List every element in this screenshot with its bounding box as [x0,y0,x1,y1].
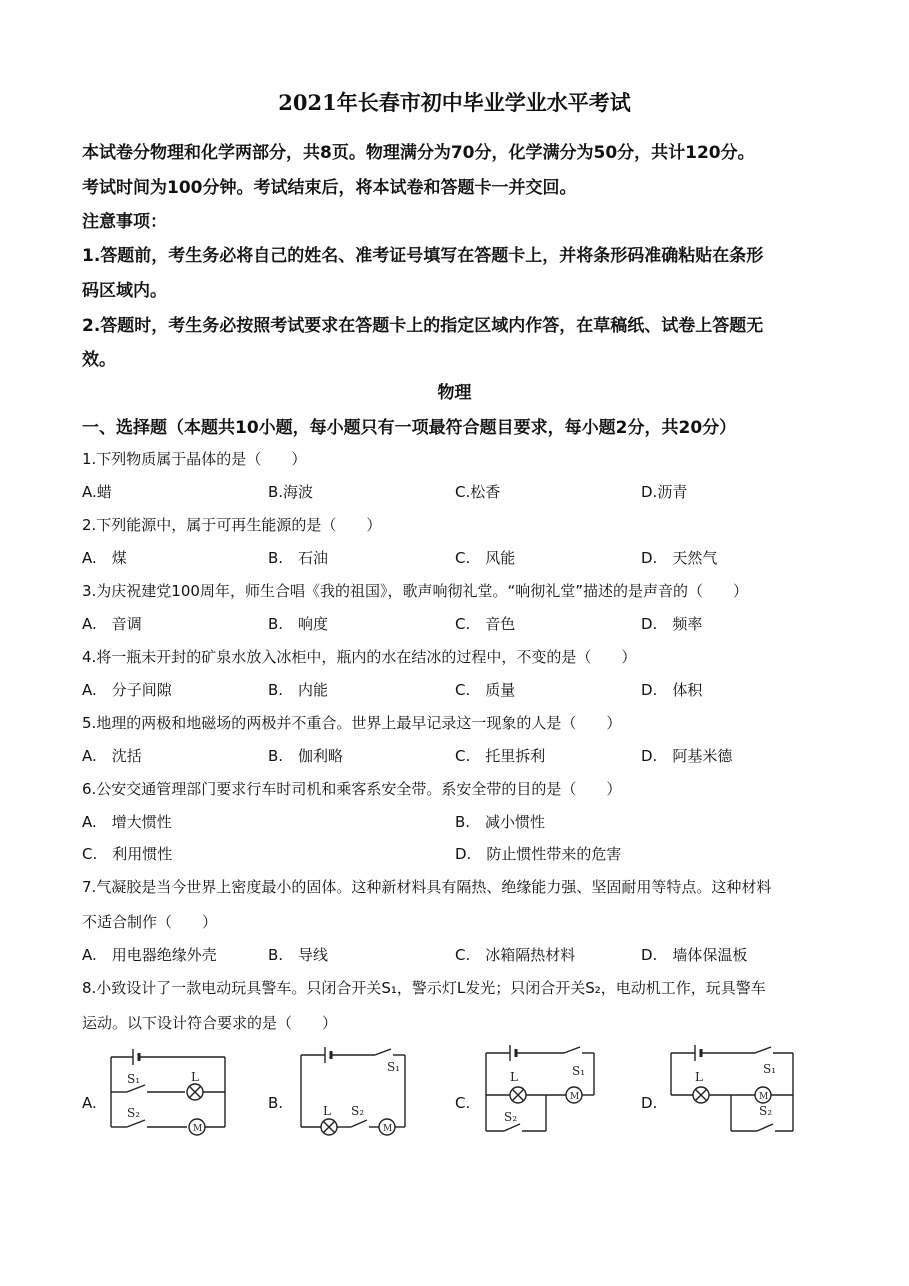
intro-line-1: 本试卷分物理和化学两部分，共8页。物理满分为70分，化学满分为50分，共计120分。 [82,143,755,163]
q5-option-d: D. 阿基米德 [641,747,733,765]
notice-heading: 注意事项： [82,212,167,232]
q2-option-c: C. 风能 [455,549,516,567]
section-heading: 一、选择题（本题共10小题，每小题只有一项最符合题目要求，每小题2分，共20分） [82,418,737,438]
q3-option-d: D. 频率 [641,615,703,633]
q7-option-d: D. 墙体保温板 [641,946,748,964]
q4-option-d: D. 体积 [641,681,703,699]
question-7-stem-line-b: 不适合制作（ ） [82,913,218,931]
question-7-stem-line-a: 7.气凝胶是当今世界上密度最小的固体。这种新材料具有隔热、绝缘能力强、坚固耐用等特点。这种材料 [82,878,772,896]
q4-option-a: A. 分子间隙 [82,681,172,699]
question-6-stem: 6.公安交通管理部门要求行车时司机和乘客系安全带。系安全带的目的是（ ） [82,780,622,798]
q6-option-b: B. 减小惯性 [455,813,546,831]
circuit-diagram-c [480,1045,605,1140]
q4-option-c: C. 质量 [455,681,516,699]
circuit-a-label-motor: M [193,1124,203,1134]
question-2-stem: 2.下列能源中，属于可再生能源的是（ ） [82,516,382,534]
note-1-line-b: 码区域内。 [82,281,167,301]
q3-option-c: C. 音色 [455,615,516,633]
q2-option-b: B. 石油 [268,549,329,567]
circuit-d-label-motor: M [759,1092,769,1102]
circuit-d-label-lamp: L [695,1070,703,1084]
circuit-diagram-d [665,1045,805,1140]
q7-option-c: C. 冰箱隔热材料 [455,946,576,964]
q1-option-d: D.沥青 [641,483,688,501]
circuit-diagram-a [105,1045,235,1140]
q7-option-b: B. 导线 [268,946,329,964]
circuit-a-label-lamp: L [191,1070,199,1084]
intro-line-2: 考试时间为100分钟。考试结束后，将本试卷和答题卡一并交回。 [82,178,577,198]
circuit-diagram-b [295,1045,415,1140]
question-1-stem: 1.下列物质属于晶体的是（ ） [82,450,307,468]
q8-option-d: D. [641,1094,658,1112]
circuit-a-label-s1: S₁ [127,1072,141,1086]
q5-option-c: C. 托里拆利 [455,747,546,765]
q1-option-a: A.蜡 [82,483,112,501]
q2-option-d: D. 天然气 [641,549,718,567]
circuit-b-label-s2: S₂ [351,1104,365,1118]
q6-option-c: C. 利用惯性 [82,845,173,863]
question-8-stem-line-b: 运动。以下设计符合要求的是（ ） [82,1014,338,1032]
question-4-stem: 4.将一瓶未开封的矿泉水放入冰柜中，瓶内的水在结冰的过程中，不变的是（ ） [82,648,637,666]
circuit-b-label-s1: S₁ [387,1060,401,1074]
circuit-a-label-s2: S₂ [127,1106,141,1120]
exam-title: 2021年长春市初中毕业学业水平考试 [278,90,631,115]
q6-option-d: D. 防止惯性带来的危害 [455,845,622,863]
q5-option-b: B. 伽利略 [268,747,344,765]
question-8-stem-line-a: 8.小致设计了一款电动玩具警车。只闭合开关S₁，警示灯L发光；只闭合开关S₂，电动机工作，玩具警车 [82,979,766,997]
q1-option-c: C.松香 [455,483,501,501]
question-3-stem: 3.为庆祝建党100周年，师生合唱《我的祖国》，歌声响彻礼堂。“响彻礼堂”描述的是声音的（ ） [82,582,748,600]
circuit-b-label-motor: M [383,1124,393,1134]
circuit-c-label-motor: M [570,1092,580,1102]
q8-option-c: C. [455,1094,471,1112]
note-1-line-a: 1.答题前，考生务必将自己的姓名、准考证号填写在答题卡上，并将条形码准确粘贴在条形 [82,246,764,266]
q6-option-a: A. 增大惯性 [82,813,172,831]
q8-option-a: A. [82,1094,97,1112]
circuit-d-label-s1: S₁ [763,1062,777,1076]
subject-heading: 物理 [437,383,472,403]
q8-option-b: B. [268,1094,284,1112]
circuit-c-label-lamp: L [510,1070,518,1084]
question-5-stem: 5.地理的两极和地磁场的两极并不重合。世界上最早记录这一现象的人是（ ） [82,714,622,732]
q4-option-b: B. 内能 [268,681,329,699]
circuit-d-label-s2: S₂ [759,1104,773,1118]
circuit-c-label-s2: S₂ [504,1110,518,1124]
q7-option-a: A. 用电器绝缘外壳 [82,946,217,964]
note-2-line-a: 2.答题时，考生务必按照考试要求在答题卡上的指定区域内作答，在草稿纸、试卷上答题无 [82,316,764,336]
q1-option-b: B.海波 [268,483,314,501]
circuit-b-label-lamp: L [323,1104,331,1118]
q5-option-a: A. 沈括 [82,747,142,765]
q3-option-a: A. 音调 [82,615,142,633]
note-2-line-b: 效。 [82,350,116,370]
q2-option-a: A. 煤 [82,549,127,567]
q3-option-b: B. 响度 [268,615,329,633]
circuit-c-label-s1: S₁ [572,1064,586,1078]
